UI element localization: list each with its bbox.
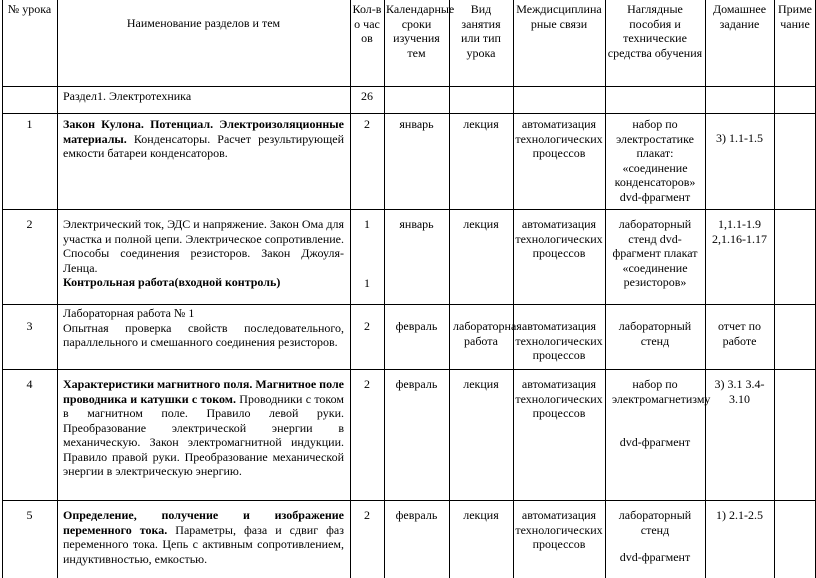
row-aids: набор по электромагнетизму bbox=[612, 377, 711, 406]
topic-bold: Контрольная работа(входной контроль) bbox=[63, 275, 281, 289]
row-num: 2 bbox=[26, 217, 33, 231]
row-type: лекция bbox=[463, 117, 499, 131]
header-type: Вид занятия или тип урока bbox=[461, 2, 501, 60]
row-aids: набор по электростатике плакат: «соединение конденсаторов» dvd-фрагмент bbox=[614, 117, 696, 204]
row-hours: 2 bbox=[364, 377, 370, 391]
topic-text: Электрический ток, ЭДС и напряжение. Закон Ома для участка и полной цепи. Электрическое сопротивление. Способы соединения резисторов. Закон Джоуля-Ленца. bbox=[63, 217, 344, 275]
header-dates: Календарные сроки изучения тем bbox=[386, 2, 455, 60]
topic-line: Лабораторная работа № 1 bbox=[63, 306, 195, 320]
topic-text: Параметры, фаза и сдвиг фаз переменного тока. Цепь с активным сопротивлением, индуктивностью, емкостью. bbox=[63, 522, 344, 566]
row-aids-2: dvd-фрагмент bbox=[619, 435, 691, 449]
row-date: февраль bbox=[395, 508, 438, 522]
row-aids: лабораторный стенд dvd-фрагмент плакат «соединение резисторов» bbox=[612, 217, 698, 289]
row-border bbox=[2, 500, 816, 501]
row-links: автоматизация технологических процессов bbox=[515, 508, 603, 551]
row-type: лабораторная. работа bbox=[453, 319, 525, 348]
topic-bold: Характеристики магнитного поля. Магнитное поле проводника и катушки с током. bbox=[63, 377, 344, 406]
row-date: январь bbox=[399, 217, 434, 231]
row-border bbox=[2, 209, 816, 210]
row-aids: лабораторный стенд bbox=[618, 508, 692, 537]
topic-bold: Определение, получение и изображение переменного тока. bbox=[63, 508, 344, 537]
row-aids: лабораторный стенд bbox=[618, 319, 692, 348]
row-hours-2: 1 bbox=[364, 276, 370, 290]
row-hours: 2 bbox=[364, 319, 370, 333]
section-title: Раздел1. Электротехника bbox=[63, 89, 192, 103]
row-links: автоматизация технологических процессов bbox=[515, 319, 603, 362]
row-homework: 1) 2.1-2.5 bbox=[716, 508, 763, 522]
topic-text: Опытная проверка свойств последовательного, параллельного и смешанного соединения резисторов. bbox=[63, 320, 344, 349]
row-border bbox=[2, 369, 816, 370]
section-hours: 26 bbox=[361, 89, 373, 103]
row-hours: 1 bbox=[364, 217, 370, 231]
row-topic bbox=[63, 217, 344, 290]
row-homework: отчет по работе bbox=[717, 319, 762, 348]
header-num: № урока bbox=[7, 2, 52, 16]
row-topic bbox=[63, 377, 344, 479]
row-topic bbox=[63, 117, 344, 161]
row-hours: 2 bbox=[364, 117, 370, 131]
row-links: автоматизация технологических процессов bbox=[515, 217, 603, 260]
row-topic bbox=[63, 508, 344, 566]
header-homework: Домашнее задание bbox=[712, 2, 767, 31]
row-date: январь bbox=[399, 117, 434, 131]
row-border bbox=[2, 86, 816, 87]
row-type: лекция bbox=[463, 377, 499, 391]
row-date: февраль bbox=[395, 377, 438, 391]
row-topic bbox=[63, 306, 344, 350]
row-homework: 3) 1.1-1.5 bbox=[716, 131, 763, 145]
row-num: 5 bbox=[26, 508, 33, 522]
row-type: лекция bbox=[463, 508, 499, 522]
row-links: автоматизация технологических процессов bbox=[515, 377, 603, 420]
row-homework: 3) 3.1 3.4-3.10 bbox=[714, 377, 765, 406]
header-hours: Кол-во часов bbox=[352, 2, 382, 45]
row-aids-2: dvd-фрагмент bbox=[619, 550, 691, 564]
header-title: Наименование разделов и тем bbox=[126, 16, 281, 30]
row-num: 3 bbox=[26, 319, 33, 333]
row-num: 1 bbox=[26, 117, 33, 131]
row-type: лекция bbox=[463, 217, 499, 231]
row-num: 4 bbox=[26, 377, 33, 391]
topic-text: Проводники с током в магнитном поле. Правило левой руки. Преобразование электрической энергии в механическую. Закон электромагнитной индукции. Правило правой руки. Преобразование механической энергии в электрическую энергию. bbox=[63, 391, 344, 478]
header-aids: Наглядные пособия и технические средства обучения bbox=[607, 2, 703, 60]
topic-bold: Закон Кулона. Потенциал. Электроизоляционные материалы. bbox=[63, 117, 344, 146]
header-notes: Примечание bbox=[777, 2, 812, 31]
row-hours: 2 bbox=[364, 508, 370, 522]
row-homework: 1,1.1-1.9 2,1.16-1.17 bbox=[712, 217, 767, 246]
row-links: автоматизация технологических процессов bbox=[515, 117, 603, 160]
header-links: Междисциплинарные связи bbox=[516, 2, 602, 31]
row-date: февраль bbox=[395, 319, 438, 333]
row-border bbox=[2, 113, 816, 114]
row-border bbox=[2, 304, 816, 305]
topic-text: Конденсаторы. Расчет результирующей емкости батареи конденсаторов. bbox=[63, 131, 344, 160]
